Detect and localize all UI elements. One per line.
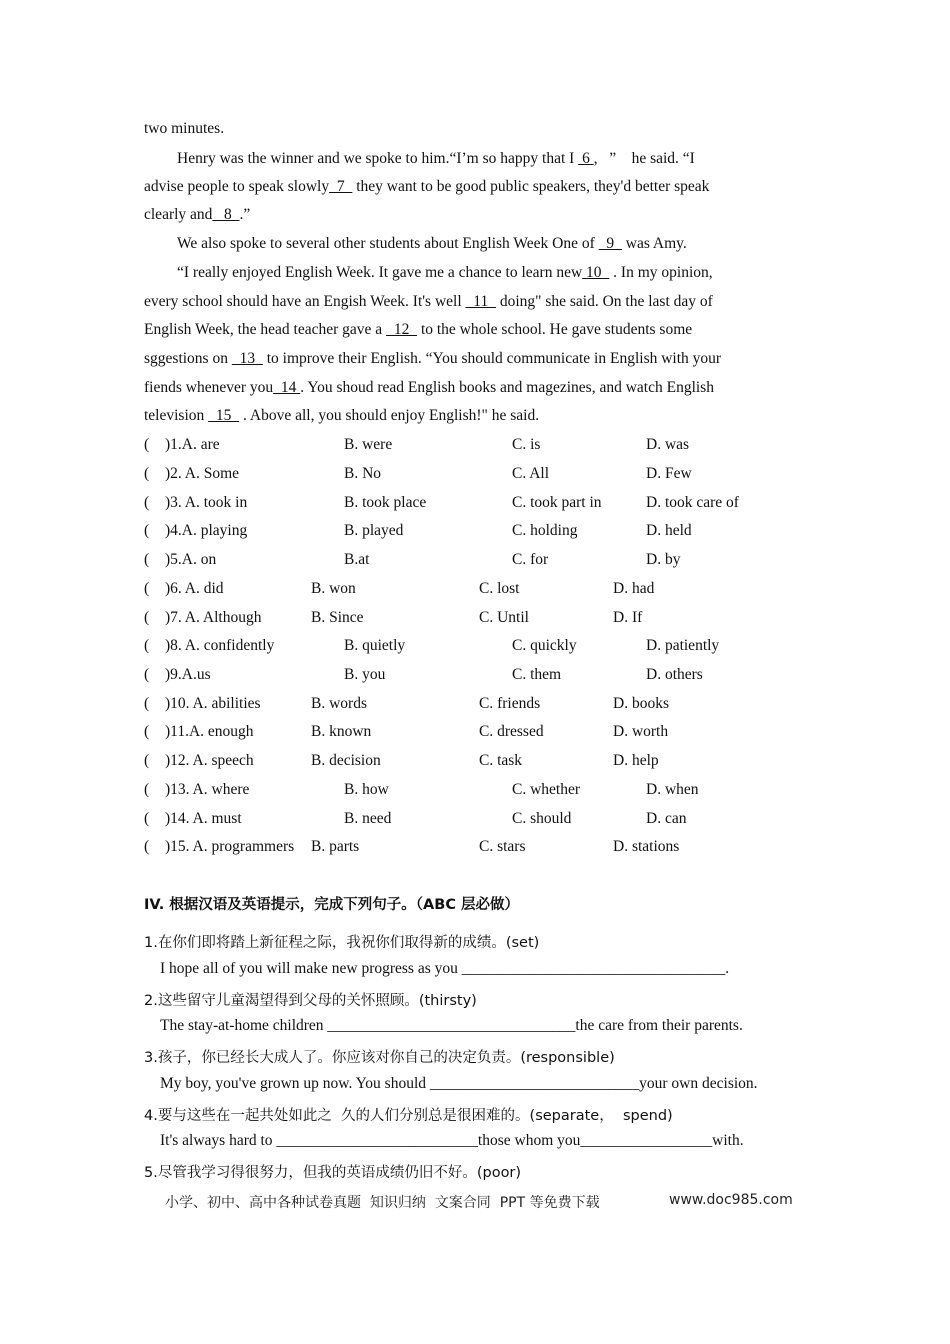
blank-12: 12 bbox=[386, 321, 418, 338]
passage-line-6: “I really enjoyed English Week. It gave me a chance to learn new 10 . In my opinion, bbox=[177, 264, 713, 281]
passage-line-8: English Week, the head teacher gave a 12 to the whole school. He gave students some bbox=[144, 321, 693, 338]
answer-bracket: ( bbox=[144, 838, 150, 855]
option-d: D. help bbox=[613, 752, 659, 769]
option-c: C. whether bbox=[512, 781, 581, 798]
answer-bracket: ( bbox=[144, 436, 150, 453]
option-a: )1.A. are bbox=[165, 436, 220, 453]
option-d: D. can bbox=[646, 810, 687, 827]
passage-line-4: clearly and 8 .” bbox=[144, 206, 251, 223]
passage-line-2: Henry was the winner and we spoke to him.“I’m so happy that I 6 , ” he said. “I bbox=[177, 150, 695, 167]
option-a: )9.A.us bbox=[165, 666, 211, 683]
option-b: B. known bbox=[311, 723, 372, 740]
sentence-1-english: I hope all of you will make new progress as you __________________________________. bbox=[160, 960, 730, 977]
option-c: C. task bbox=[479, 752, 523, 769]
option-a: )10. A. abilities bbox=[165, 695, 261, 712]
passage-line-11: television 15 . Above all, you should enjoy English!" he said. bbox=[144, 407, 540, 424]
option-b: B. were bbox=[344, 436, 393, 453]
option-a: )12. A. speech bbox=[165, 752, 254, 769]
option-a: )13. A. where bbox=[165, 781, 250, 798]
option-b: B.at bbox=[344, 551, 370, 568]
option-a: )4.A. playing bbox=[165, 522, 248, 539]
answer-bracket: ( bbox=[144, 580, 150, 597]
option-d: D. stations bbox=[613, 838, 680, 855]
answer-bracket: ( bbox=[144, 723, 150, 740]
option-c: C. for bbox=[512, 551, 549, 568]
answer-bracket: ( bbox=[144, 666, 150, 683]
option-c: C. is bbox=[512, 436, 541, 453]
blank-8: 8 bbox=[212, 206, 240, 223]
blank-7: 7 bbox=[329, 178, 353, 195]
option-b: B. decision bbox=[311, 752, 381, 769]
option-d: D. was bbox=[646, 436, 690, 453]
passage-line-3: advise people to speak slowly 7 they want to be good public speakers, they'd better speak bbox=[144, 178, 710, 195]
answer-bracket: ( bbox=[144, 752, 150, 769]
option-a: )7. A. Although bbox=[165, 609, 262, 626]
option-a: )6. A. did bbox=[165, 580, 224, 597]
answer-bracket: ( bbox=[144, 551, 150, 568]
blank-9: 9 bbox=[598, 235, 622, 252]
answer-bracket: ( bbox=[144, 465, 150, 482]
option-d: D. patiently bbox=[646, 637, 720, 654]
option-c: C. All bbox=[512, 465, 550, 482]
option-c: C. lost bbox=[479, 580, 520, 597]
option-a: )11.A. enough bbox=[165, 723, 254, 740]
sentence-1-chinese: 1.在你们即将踏上新征程之际，我祝你们取得新的成绩。(set) bbox=[144, 935, 540, 951]
passage-line-5: We also spoke to several other students about English Week One of 9 was Amy. bbox=[177, 235, 687, 252]
option-d: D. worth bbox=[613, 723, 669, 740]
option-d: D. by bbox=[646, 551, 681, 568]
section-heading: IV. 根据汉语及英语提示，完成下列句子。（ABC 层必做） bbox=[144, 897, 520, 913]
option-a: )2. A. Some bbox=[165, 465, 240, 482]
option-a: )8. A. confidently bbox=[165, 637, 275, 654]
option-a: )14. A. must bbox=[165, 810, 242, 827]
sentence-3-english: My boy, you've grown up now. You should ___________________________your own decision. bbox=[160, 1075, 758, 1092]
answer-bracket: ( bbox=[144, 781, 150, 798]
answer-bracket: ( bbox=[144, 810, 150, 827]
option-b: B. words bbox=[311, 695, 367, 712]
sentence-5-chinese: 5.尽管我学习得很努力，但我的英语成绩仍旧不好。(poor) bbox=[144, 1165, 522, 1181]
option-c: C. holding bbox=[512, 522, 578, 539]
passage-line-9: sggestions on 13 to improve their English. “You should communicate in English with your bbox=[144, 350, 722, 367]
answer-bracket: ( bbox=[144, 637, 150, 654]
blank-14: 14 bbox=[273, 379, 301, 396]
option-b: B. need bbox=[344, 810, 392, 827]
option-d: D. others bbox=[646, 666, 703, 683]
passage-line-7: every school should have an Engish Week. It's well 11 doing" she said. On the last day of bbox=[144, 293, 713, 310]
option-c: C. friends bbox=[479, 695, 541, 712]
option-b: B. parts bbox=[311, 838, 360, 855]
option-a: )15. A. programmers bbox=[165, 838, 295, 855]
option-c: C. them bbox=[512, 666, 562, 683]
option-b: B. No bbox=[344, 465, 382, 482]
blank-10: 10 bbox=[582, 264, 610, 281]
option-c: C. stars bbox=[479, 838, 526, 855]
sentence-4-chinese: 4.要与这些在一起共处如此之 久的人们分别总是很困难的。(separate， spend) bbox=[144, 1108, 673, 1124]
option-c: C. dressed bbox=[479, 723, 544, 740]
sentence-4-english: It's always hard to __________________________those whom you_________________with. bbox=[160, 1132, 744, 1149]
footer-ad-text: 小学、初中、高中各种试卷真题 知识归纳 文案合同 PPT 等免费下载 bbox=[165, 1195, 600, 1211]
option-b: B. how bbox=[344, 781, 389, 798]
option-b: B. played bbox=[344, 522, 404, 539]
option-b: B. took place bbox=[344, 494, 427, 511]
option-b: B. Since bbox=[311, 609, 364, 626]
option-a: )5.A. on bbox=[165, 551, 217, 568]
blank-13: 13 bbox=[231, 350, 263, 367]
option-d: D. If bbox=[613, 609, 643, 626]
option-d: D. held bbox=[646, 522, 692, 539]
answer-bracket: ( bbox=[144, 609, 150, 626]
option-c: C. took part in bbox=[512, 494, 602, 511]
sentence-2-chinese: 2.这些留守儿童渴望得到父母的关怀照顾。(thirsty) bbox=[144, 993, 477, 1009]
option-d: D. had bbox=[613, 580, 655, 597]
answer-bracket: ( bbox=[144, 522, 150, 539]
option-b: B. you bbox=[344, 666, 386, 683]
footer-website-link[interactable]: www.doc985.com bbox=[669, 1192, 793, 1208]
option-c: C. Until bbox=[479, 609, 529, 626]
option-d: D. took care of bbox=[646, 494, 739, 511]
blank-15: 15 bbox=[208, 407, 240, 424]
sentence-3-chinese: 3.孩子，你已经长大成人了。你应该对你自己的决定负责。(responsible) bbox=[144, 1050, 615, 1066]
blank-11: 11 bbox=[465, 293, 496, 310]
option-d: D. books bbox=[613, 695, 669, 712]
sentence-2-english: The stay-at-home children ________________________________the care from their parents. bbox=[160, 1017, 743, 1034]
blank-6: 6 bbox=[578, 150, 594, 167]
option-d: D. when bbox=[646, 781, 699, 798]
option-b: B. won bbox=[311, 580, 356, 597]
option-c: C. quickly bbox=[512, 637, 577, 654]
answer-bracket: ( bbox=[144, 695, 150, 712]
answer-bracket: ( bbox=[144, 494, 150, 511]
passage-line-10: fiends whenever you 14 . You shoud read English books and magezines, and watch English bbox=[144, 379, 714, 396]
option-a: )3. A. took in bbox=[165, 494, 248, 511]
option-d: D. Few bbox=[646, 465, 692, 482]
option-c: C. should bbox=[512, 810, 572, 827]
passage-line-1: two minutes. bbox=[144, 120, 225, 137]
option-b: B. quietly bbox=[344, 637, 406, 654]
